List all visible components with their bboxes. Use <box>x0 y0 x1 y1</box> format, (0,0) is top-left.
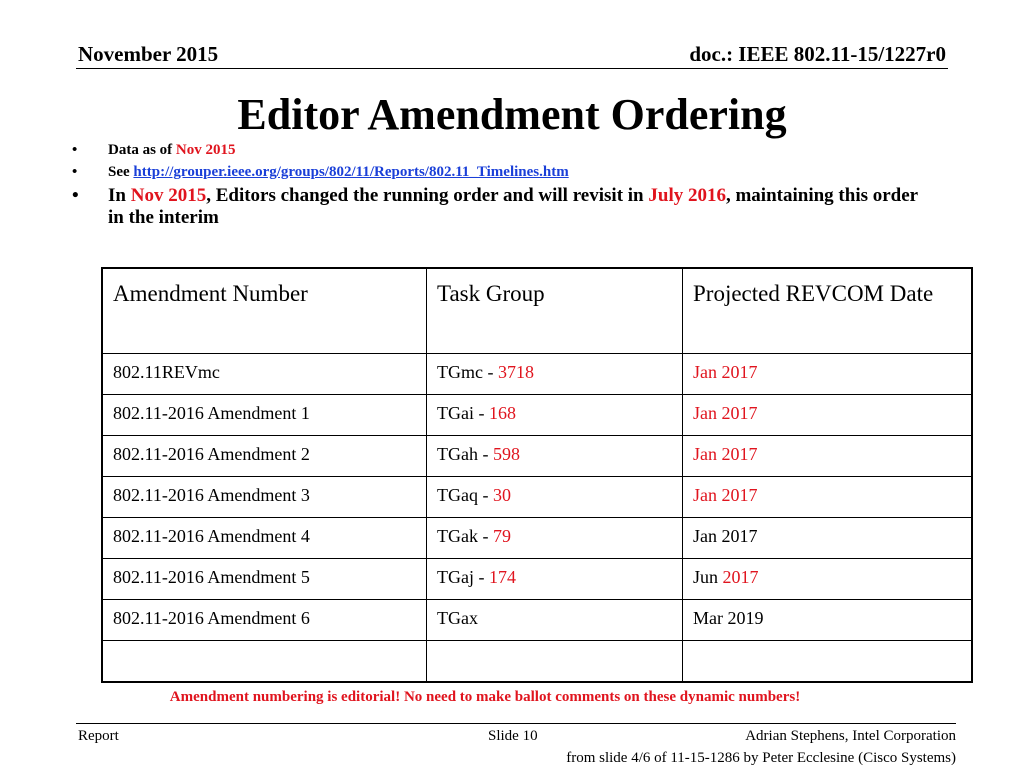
revcom-date-cell <box>683 600 973 641</box>
task-group-name: TGaj - <box>437 567 489 587</box>
footer-divider <box>76 723 956 724</box>
amendment-cell <box>102 518 427 559</box>
date-year: 2017 <box>721 403 758 423</box>
task-group-name: TGmc - <box>437 362 498 382</box>
table-row <box>102 354 972 395</box>
task-group-cell <box>427 436 683 477</box>
bullet-text: In <box>108 185 131 206</box>
task-group-count: 168 <box>488 403 516 423</box>
table-row <box>102 641 972 683</box>
date-year: 2019 <box>727 608 764 628</box>
revcom-date-cell <box>683 395 973 436</box>
revcom-date-cell <box>683 559 973 600</box>
task-group-cell <box>427 518 683 559</box>
amendment-cell <box>102 559 427 600</box>
table-row <box>102 436 972 477</box>
revcom-date-cell <box>683 641 973 683</box>
table-row <box>102 518 972 559</box>
column-header-revcom-date: Projected REVCOM Date <box>683 268 973 354</box>
task-group-count: 598 <box>492 444 520 464</box>
header-divider <box>76 68 948 69</box>
task-group-name: TGah - <box>437 444 493 464</box>
task-group-count: 174 <box>488 567 516 587</box>
task-group-cell <box>427 600 683 641</box>
revcom-date-cell <box>683 436 973 477</box>
table-row <box>102 559 972 600</box>
amendment-number: 802.11REVmc <box>113 362 220 382</box>
task-group-cell <box>427 641 683 683</box>
bullet-dot: • <box>72 185 79 206</box>
column-header-task-group: Task Group <box>427 268 683 354</box>
date-month: Jan <box>693 444 722 464</box>
task-group-name: TGax <box>437 608 478 628</box>
bullet-text: , maintaining this order in the interim <box>108 185 918 228</box>
date-year: 2017 <box>721 444 758 464</box>
task-group-count: 79 <box>492 526 511 546</box>
task-group-count: 3718 <box>497 362 534 382</box>
table-row <box>102 395 972 436</box>
date-month: Jan <box>693 362 722 382</box>
timelines-link[interactable]: http://grouper.ieee.org/groups/802/11/Reports/802.11_Timelines.htm <box>133 164 569 180</box>
task-group-cell <box>427 477 683 518</box>
task-group-name: TGai - <box>437 403 489 423</box>
bullet-list <box>72 139 932 229</box>
date-month: Jan <box>693 526 722 546</box>
bullet-text: Data as of <box>108 142 176 158</box>
bullet-date: Nov 2015 <box>130 185 207 206</box>
amendment-cell <box>102 600 427 641</box>
header-date: November 2015 <box>78 42 219 66</box>
date-year: 2017 <box>721 526 758 546</box>
amendment-number: 802.11-2016 Amendment 3 <box>113 485 310 505</box>
revcom-date-cell <box>683 477 973 518</box>
date-month: Jan <box>693 485 722 505</box>
amendment-cell <box>102 395 427 436</box>
editorial-note: Amendment numbering is editorial! No need to make ballot comments on these dynamic numbers! <box>169 689 801 705</box>
task-group-cell <box>427 395 683 436</box>
bullet-dot: • <box>72 142 78 158</box>
footer-source: from slide 4/6 of 11-15-1286 by Peter Ecclesine (Cisco Systems) <box>566 750 956 766</box>
bullet-see-link <box>72 161 932 183</box>
date-month: Jan <box>693 403 722 423</box>
revcom-date-cell <box>683 354 973 395</box>
bullet-data-as-of <box>72 139 932 161</box>
task-group-cell <box>427 559 683 600</box>
amendment-cell <box>102 354 427 395</box>
slide-number: Slide 10 <box>488 728 538 744</box>
amendment-number: 802.11-2016 Amendment 5 <box>113 567 310 587</box>
bullet-text: , Editors changed the running order and will revisit in <box>206 185 649 206</box>
date-month: Jun <box>693 567 723 587</box>
footer-author: Adrian Stephens, Intel Corporation <box>745 728 956 744</box>
table-body <box>102 354 972 683</box>
date-year: 2017 <box>722 567 759 587</box>
header-doc-id: doc.: IEEE 802.11-15/1227r0 <box>689 42 946 66</box>
date-year: 2017 <box>721 485 758 505</box>
date-month: Mar <box>693 608 728 628</box>
bullet-date: July 2016 <box>648 185 726 206</box>
slide-title: Editor Amendment Ordering <box>237 90 787 139</box>
revcom-date-cell <box>683 518 973 559</box>
bullet-text: See <box>108 164 134 180</box>
task-group-cell <box>427 354 683 395</box>
column-header-amendment: Amendment Number <box>102 268 427 354</box>
task-group-name: TGak - <box>437 526 493 546</box>
date-year: 2017 <box>721 362 758 382</box>
amendment-number: 802.11-2016 Amendment 2 <box>113 444 310 464</box>
table-row <box>102 477 972 518</box>
footer-report: Report <box>78 728 119 744</box>
table-row <box>102 600 972 641</box>
amendment-cell <box>102 477 427 518</box>
amendment-table <box>101 267 973 683</box>
amendment-number: 802.11-2016 Amendment 6 <box>113 608 310 628</box>
bullet-date: Nov 2015 <box>175 142 236 158</box>
table-header-row <box>102 268 972 354</box>
bullet-dot: • <box>72 164 78 180</box>
amendment-cell <box>102 641 427 683</box>
task-group-name: TGaq - <box>437 485 493 505</box>
amendment-number: 802.11-2016 Amendment 1 <box>113 403 310 423</box>
amendment-number: 802.11-2016 Amendment 4 <box>113 526 310 546</box>
task-group-count: 30 <box>492 485 511 505</box>
bullet-running-order <box>72 185 932 229</box>
amendment-cell <box>102 436 427 477</box>
